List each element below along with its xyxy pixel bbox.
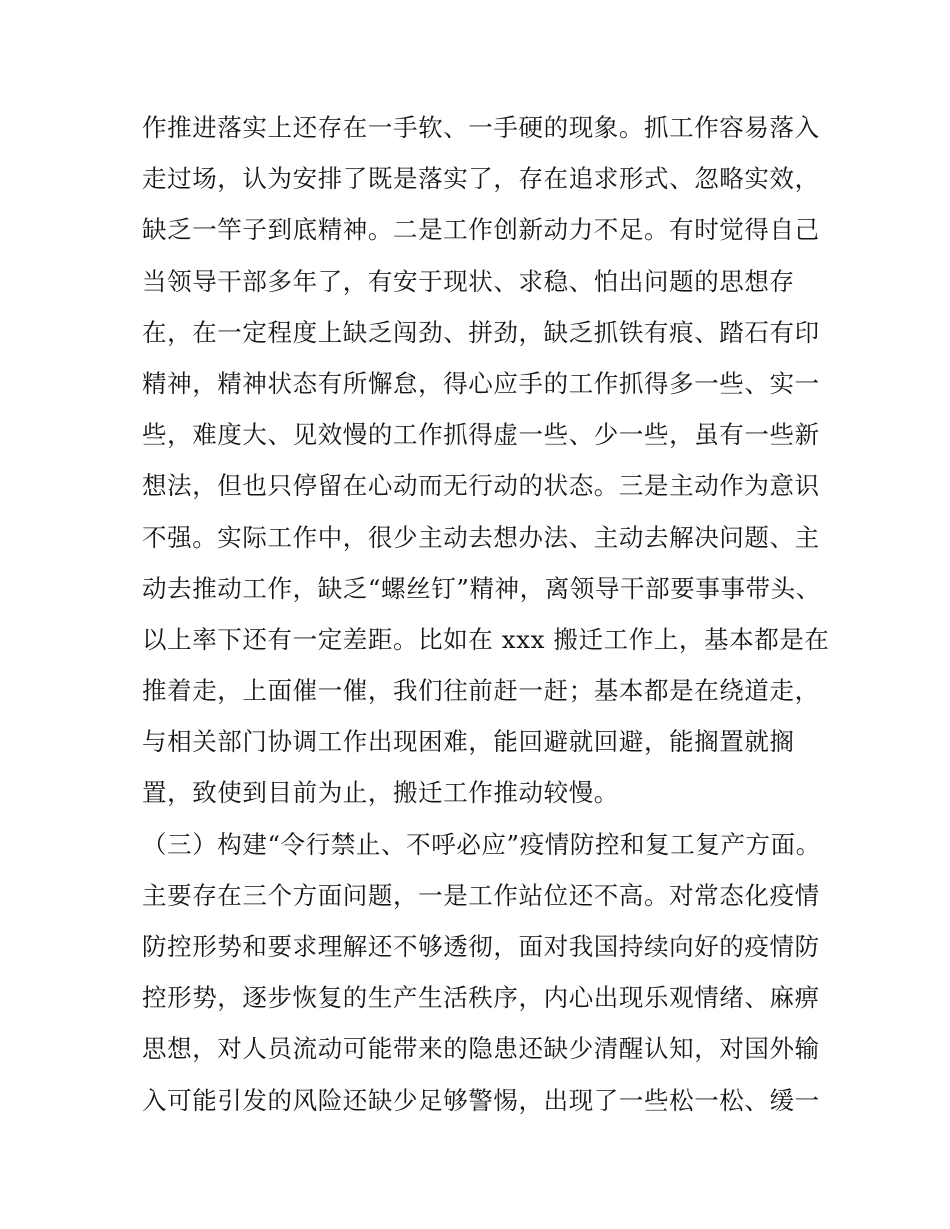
text-line: 想法，但也只停留在心动而无行动的状态。三是主动作为意识: [142, 471, 820, 501]
text-line: 在，在一定程度上缺乏闯劲、拼劲，缺乏抓铁有痕、踏石有印: [142, 317, 820, 347]
text-line: 动去推动工作，缺乏“螺丝钉”精神，离领导干部要事事带头、: [142, 573, 821, 603]
text-line: 当领导干部多年了，有安于现状、求稳、怕出问题的思想存: [142, 266, 795, 296]
text-line: 控形势，逐步恢复的生产生活秩序，内心出现乐观情绪、麻痹: [142, 983, 820, 1013]
section-heading-line: （三）构建“令行禁止、不呼必应”疫情防控和复工复产方面。: [142, 829, 821, 859]
text-line: 不强。实际工作中，很少主动去想办法、主动去解决问题、主: [142, 522, 820, 552]
text-line: 入可能引发的风险还缺少足够警惕，出现了一些松一松、缓一: [142, 1085, 820, 1115]
text-line: 作推进落实上还存在一手软、一手硬的现象。抓工作容易落入: [142, 113, 820, 142]
text-line: 以上率下还有一定差距。比如在 xxx 搬迁工作上，基本都是在: [142, 624, 830, 654]
text-line: 防控形势和要求理解还不够透彻，面对我国持续向好的疫情防: [142, 932, 820, 961]
text-line: 推着走，上面催一催，我们往前赶一赶；基本都是在绕道走，: [142, 676, 820, 706]
text-line: 些，难度大、见效慢的工作抓得虚一些、少一些，虽有一些新: [142, 420, 820, 450]
text-line: 缺乏一竿子到底精神。二是工作创新动力不足。有时觉得自己: [142, 215, 820, 245]
text-line: 与相关部门协调工作出现困难，能回避就回避，能搁置就搁: [142, 727, 795, 757]
body-text: [142, 102, 830, 1126]
text-line: 主要存在三个方面问题，一是工作站位还不高。对常态化疫情: [142, 880, 820, 910]
text-line: 精神，精神状态有所懈怠，得心应手的工作抓得多一些、实一: [142, 368, 820, 398]
text-line: 思想，对人员流动可能带来的隐患还缺少清醒认知，对国外输: [142, 1034, 820, 1064]
text-line: 走过场，认为安排了既是落实了，存在追求形式、忽略实效，: [142, 164, 820, 194]
text-line: 置，致使到目前为止，搬迁工作推动较慢。: [142, 778, 619, 808]
